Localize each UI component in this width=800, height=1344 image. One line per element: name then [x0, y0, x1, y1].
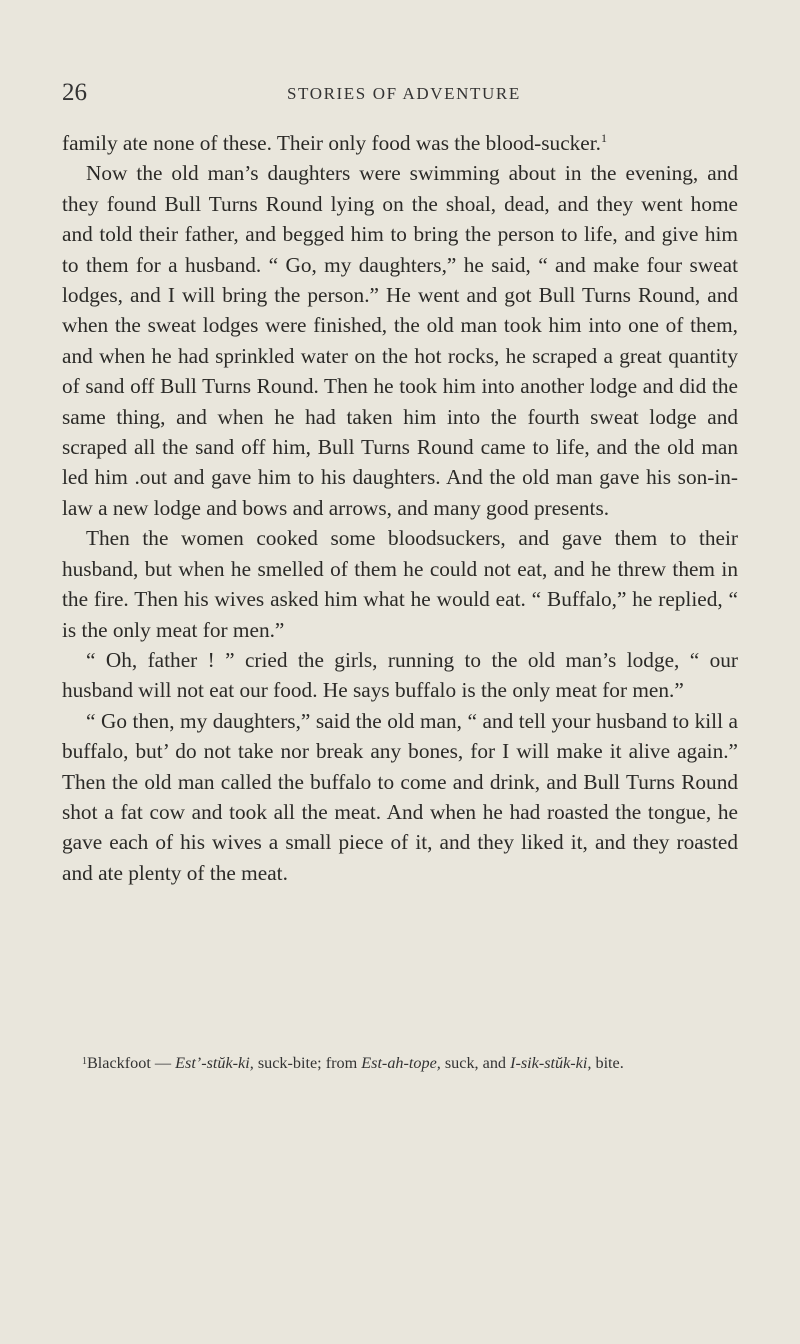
paragraph	[62, 645, 738, 706]
paragraph-text: Now the old man’s daughters were swimming about in the evening, and they found Bull Turns Round lying on the shoal, dead, and they went home and told their father, and begged him to bring the person to life, and give him to them for a husband. “ Go, my daughters,” he said, “ and make four sweat lodges, and I will bring the person.” He went and got Bull Turns Round, and when the sweat lodges were finished, the old man took him into one of them, and when he had sprinkled water on the hot rocks, he scraped a great quantity of sand off Bull Turns Round. Then he took him into another lodge and did the same thing, and when he had taken him into the fourth sweat lodge and scraped all the sand off him, Bull Turns Round came to life, and the old man led him .out and gave him to his daughters. And the old man gave his son-in-law a new lodge and bows and arrows, and many good presents.	[62, 161, 738, 520]
running-head	[62, 78, 738, 108]
page-number: 26	[62, 79, 87, 106]
paragraph	[62, 706, 738, 888]
paragraph	[62, 158, 738, 523]
footnote	[62, 1050, 738, 1075]
running-title: STORIES OF ADVENTURE	[287, 84, 521, 103]
footnote-root-2-gloss: bite.	[595, 1054, 624, 1072]
footnote-mark: 1	[82, 1056, 87, 1067]
paragraph-text: “ Go then, my daughters,” said the old man, “ and tell your husband to kill a buffalo, but’ do not take nor break any bones, for I will make it alive again.” Then the old man called the buffalo to come and drink, and Bull Turns Round shot a fat cow and took all the meat. And when he had roasted the tongue, he gave each of his wives a small piece of it, and they liked it, and they roasted and ate plenty of the meat.	[62, 708, 738, 885]
body-text	[62, 128, 738, 888]
paragraph-text: Then the women cooked some bloodsuckers, and gave them to their husband, but when he smelled of them he could not eat, and he threw them in the fire. Then his wives asked him what he would eat. “ Buffalo,” he replied, “ is the only meat for men.”	[62, 526, 738, 642]
paragraph-text: family ate none of these. Their only food was the blood-sucker.	[62, 131, 601, 155]
paragraph-text: “ Oh, father ! ” cried the girls, running to the old man’s lodge, “ our husband will not eat our food. He says buffalo is the only meat for men.”	[62, 647, 738, 703]
footnote-root-2: I-sik-stŭk-ki,	[510, 1054, 592, 1072]
footnote-reference: 1	[600, 131, 607, 145]
paragraph	[62, 523, 738, 645]
paragraph	[62, 128, 738, 158]
footnote-source: Blackfoot —	[87, 1054, 172, 1072]
footnote-root-1-gloss: suck, and	[444, 1054, 507, 1072]
footnote-word: Est’-stŭk-ki,	[175, 1054, 254, 1072]
footnote-root-1: Est-ah-tope,	[361, 1054, 441, 1072]
footnote-gloss: suck-bite; from	[257, 1054, 358, 1072]
